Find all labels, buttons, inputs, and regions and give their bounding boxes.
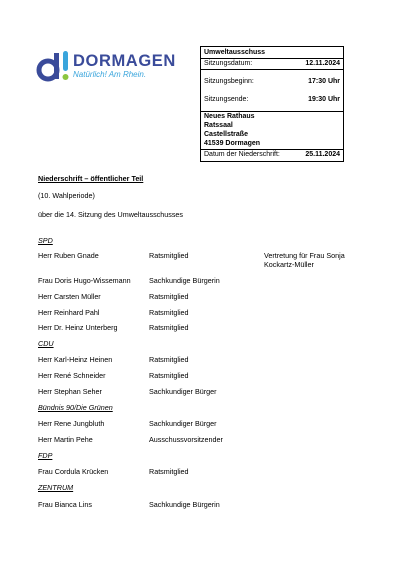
member-role: Ratsmitglied bbox=[149, 467, 189, 476]
member-name: Herr Stephan Seher bbox=[38, 387, 102, 396]
member-name: Herr Carsten Müller bbox=[38, 292, 101, 301]
member-role: Sachkundige Bürgerin bbox=[149, 500, 220, 509]
member-role: Ratsmitglied bbox=[149, 323, 189, 332]
logo-mark-icon bbox=[36, 47, 72, 83]
record-date-value: 25.11.2024 bbox=[305, 151, 340, 158]
member-role: Ratsmitglied bbox=[149, 371, 189, 380]
divider bbox=[201, 149, 343, 150]
member-name: Herr René Schneider bbox=[38, 371, 106, 380]
session-description: über die 14. Sitzung des Umweltausschusses bbox=[38, 210, 184, 219]
session-date-row bbox=[204, 60, 340, 69]
committee-name: Umweltausschuss bbox=[204, 49, 266, 56]
member-role: Ausschussvorsitzender bbox=[149, 435, 223, 444]
member-name: Herr Martin Pehe bbox=[38, 435, 93, 444]
member-role: Ratsmitglied bbox=[149, 292, 189, 301]
member-role: Ratsmitglied bbox=[149, 251, 189, 260]
member-role: Ratsmitglied bbox=[149, 355, 189, 364]
party-heading: Bündnis 90/Die Grünen bbox=[38, 403, 113, 412]
record-date-row bbox=[204, 151, 340, 160]
member-role: Sachkundiger Bürger bbox=[149, 419, 217, 428]
dormagen-logo bbox=[36, 47, 186, 87]
member-role: Ratsmitglied bbox=[149, 308, 189, 317]
location-line: Castellstraße bbox=[204, 131, 248, 138]
location-line: Ratssaal bbox=[204, 122, 233, 129]
session-end-value: 19:30 Uhr bbox=[308, 96, 340, 103]
member-role: Sachkundige Bürgerin bbox=[149, 276, 220, 285]
divider bbox=[201, 111, 343, 112]
session-date-value: 12.11.2024 bbox=[305, 60, 340, 67]
member-note: Vertretung für Frau Sonja Kockartz-Müller bbox=[264, 251, 345, 269]
location-line: Neues Rathaus bbox=[204, 113, 255, 120]
session-end-label: Sitzungsende: bbox=[204, 96, 249, 103]
member-role: Sachkundiger Bürger bbox=[149, 387, 217, 396]
member-name: Herr Rene Jungbluth bbox=[38, 419, 105, 428]
member-name: Frau Cordula Krücken bbox=[38, 467, 109, 476]
member-name: Herr Ruben Gnade bbox=[38, 251, 99, 260]
document-heading: Niederschrift – öffentlicher Teil bbox=[38, 174, 144, 183]
party-heading: SPD bbox=[38, 236, 53, 245]
party-heading: CDU bbox=[38, 339, 54, 348]
session-start-label: Sitzungsbeginn: bbox=[204, 78, 254, 85]
logo-name: DORMAGEN bbox=[73, 52, 176, 70]
session-info-box bbox=[200, 46, 344, 162]
location-line: 41539 Dormagen bbox=[204, 140, 261, 147]
member-name: Frau Doris Hugo-Wissemann bbox=[38, 276, 131, 285]
party-heading: FDP bbox=[38, 451, 53, 460]
election-period: (10. Wahlperiode) bbox=[38, 191, 95, 200]
session-start-row bbox=[204, 78, 340, 87]
session-end-row bbox=[204, 96, 340, 105]
session-date-label: Sitzungsdatum: bbox=[204, 60, 253, 67]
divider bbox=[201, 58, 343, 59]
divider bbox=[201, 69, 343, 70]
logo-slogan: Natürlich! Am Rhein. bbox=[73, 70, 147, 79]
member-name: Herr Dr. Heinz Unterberg bbox=[38, 323, 118, 332]
member-name: Herr Karl-Heinz Heinen bbox=[38, 355, 113, 364]
session-start-value: 17:30 Uhr bbox=[308, 78, 340, 85]
party-heading: ZENTRUM bbox=[38, 483, 74, 492]
member-name: Frau Bianca Lins bbox=[38, 500, 92, 509]
record-date-label: Datum der Niederschrift: bbox=[204, 151, 280, 158]
member-name: Herr Reinhard Pahl bbox=[38, 308, 100, 317]
